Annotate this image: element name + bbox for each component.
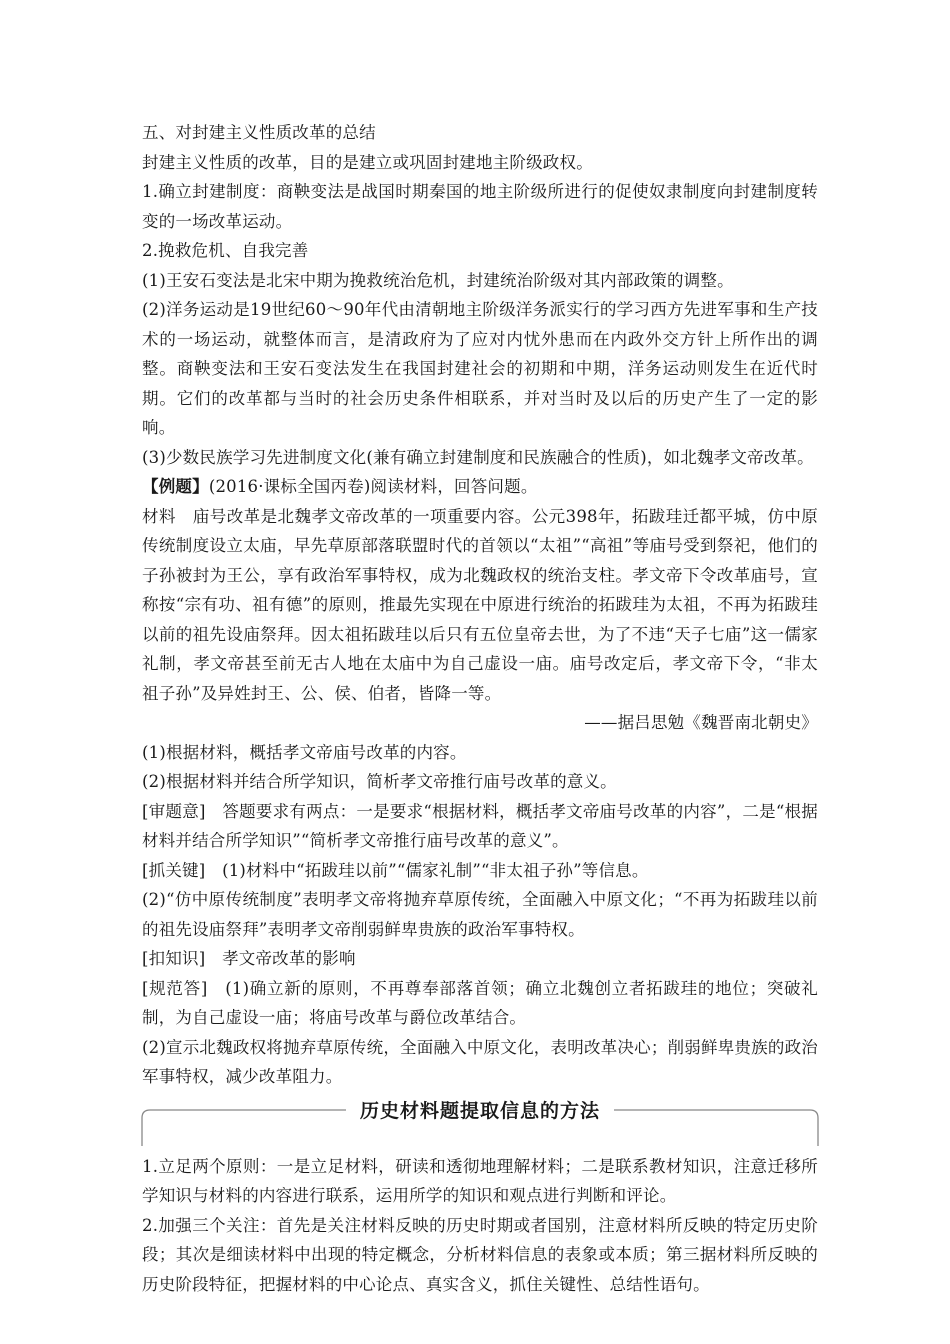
example-material: 材料 庙号改革是北魏孝文帝改革的一项重要内容。公元398年，拓跋珪迁都平城，仿中原传统制度设立太庙，早先草原部落联盟时代的首领以“太祖”“高祖”等庙号受到祭祀，他们的子孙被封为王公，享有政治军事特权，成为北魏政权的统治支柱。孝文帝下令改革庙号，宣称按“宗有功、祖有德”的原则，推最先实现在中原进行统治的拓跋珪为太祖，不再为拓跋珪以前的祖先设庙祭拜。因太祖拓跋珪以后只有五位皇帝去世，为了不违“天子七庙”这一儒家礼制，孝文帝甚至前无古人地在太庙中为自己虚设一庙。庙号改定后，孝文帝下令，“非太祖子孙”及异姓封王、公、侯、伯者，皆降一等。 bbox=[142, 506, 818, 703]
example-header bbox=[142, 472, 818, 502]
paragraph-item2-3: (3)少数民族学习先进制度文化(兼有确立封建制度和民族融合的性质)，如北魏孝文帝改革。 bbox=[142, 447, 814, 467]
section-title: 五、对封建主义性质改革的总结 bbox=[142, 123, 376, 142]
method-paragraph-1: 1.立足两个原则：一是立足材料，研读和透彻地理解材料；二是联系教材知识，注意迁移所学知识与材料的内容进行联系，运用所学的知识和观点进行判断和评论。 bbox=[142, 1156, 818, 1205]
section-intro: 封建主义性质的改革，目的是建立或巩固封建地主阶级政权。 bbox=[142, 152, 593, 172]
question-2: (2)根据材料并结合所学知识，简析孝文帝推行庙号改革的意义。 bbox=[142, 772, 617, 791]
example-citation: ——据吕思勉《魏晋南北朝史》 bbox=[584, 713, 818, 732]
analysis-kouzhishi: [扣知识] 孝文帝改革的影响 bbox=[142, 949, 356, 968]
question-1: (1)根据材料，概括孝文帝庙号改革的内容。 bbox=[142, 742, 467, 762]
paragraph-item2-1: (1)王安石变法是北宋中期为挽救统治危机，封建统治阶级对其内部政策的调整。 bbox=[142, 270, 734, 290]
analysis-shenti: [审题意] 答题要求有两点：一是要求“根据材料，概括孝文帝庙号改革的内容”，二是“根据材料并结合所学知识”“简析孝文帝推行庙号改革的意义”。 bbox=[142, 801, 818, 850]
paragraph-item1: 1.确立封建制度：商鞅变法是战国时期秦国的地主阶级所进行的促使奴隶制度向封建制度转变的一场改革运动。 bbox=[142, 182, 818, 231]
method-banner-title: 历史材料题提取信息的方法 bbox=[346, 1100, 614, 1122]
analysis-zhuaguanjian-2: (2)“仿中原传统制度”表明孝文帝将抛弃草原传统，全面融入中原文化；“不再为拓跋珪以前的祖先设庙祭拜”表明孝文帝削弱鲜卑贵族的政治军事特权。 bbox=[142, 890, 818, 939]
example-source-prompt: (2016·课标全国丙卷)阅读材料，回答问题。 bbox=[208, 477, 538, 496]
method-banner bbox=[140, 1096, 820, 1148]
analysis-zhuaguanjian-1: [抓关键] (1)材料中“拓跋珪以前”“儒家礼制”“非太祖子孙”等信息。 bbox=[142, 860, 649, 880]
paragraph-item2-2: (2)洋务运动是19世纪60～90年代由清朝地主阶级洋务派实行的学习西方先进军事和生产技术的一场运动，就整体而言，是清政府为了应对内忧外患而在内政外交方针上所作出的调整。商鞅变法和王安石变法发生在我国封建社会的初期和中期，洋务运动则发生在近代时期。它们的改革都与当时的社会历史条件相联系，并对当时及以后的历史产生了一定的影响。 bbox=[142, 300, 818, 437]
method-paragraph-2: 2.加强三个关注：首先是关注材料反映的历史时期或者国别，注意材料所反映的特定历史阶段；其次是细读材料中出现的特定概念，分析材料信息的表象或本质；第三据材料所反映的历史阶段特征，把握材料的中心论点、真实含义，抓住关键性、总结性语句。 bbox=[142, 1215, 818, 1294]
paragraph-item2-title: 2.挽救危机、自我完善 bbox=[142, 241, 309, 260]
example-tag: 【例题】 bbox=[142, 477, 209, 496]
document-body bbox=[142, 118, 818, 1299]
answer-guifanda-1: [规范答] (1)确立新的原则，不再尊奉部落首领；确立北魏创立者拓跋珪的地位；突破礼制，为自己虚设一庙；将庙号改革与爵位改革结合。 bbox=[142, 978, 818, 1027]
answer-guifanda-2: (2)宣示北魏政权将抛弃草原传统，全面融入中原文化，表明改革决心；削弱鲜卑贵族的政治军事特权，减少改革阻力。 bbox=[142, 1037, 818, 1086]
